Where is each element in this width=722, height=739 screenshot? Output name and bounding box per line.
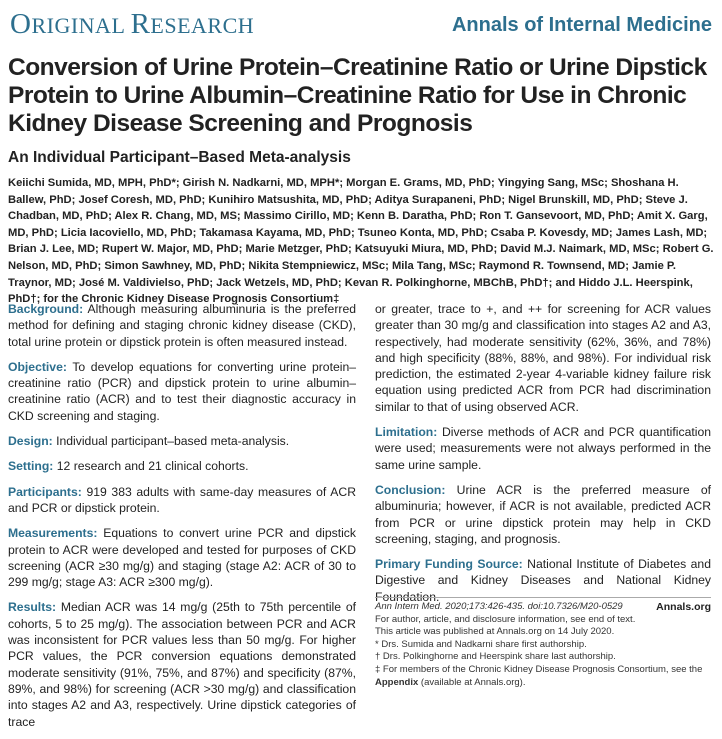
abstract-setting: Setting: 12 research and 21 clinical cohorts. bbox=[8, 459, 249, 474]
info-line: This article was published at Annals.org on 14 July 2020. bbox=[375, 626, 615, 638]
abstract-results: Results: Median ACR was 14 mg/g (25th to 75th percentile of cohorts, 5 to 25 mg/g). The association between PCR and ACR was inconsistent for PCR values less than 50 mg/g. For higher PCR values, the PCR conversion equations demonstrated moderate sensitivity (91%, 75%, and 87%) and specificity (87%, 89%, and 98%) for screening (ACR >30 mg/g) and classification into stages A2 and A3, respectively. Urine dipstick categories of trace bbox=[8, 600, 356, 729]
citation: Ann Intern Med. 2020;173:426-435. doi:10.7326/M20-0529 bbox=[375, 601, 623, 612]
abstract-design: Design: Individual participant–based meta-analysis. bbox=[8, 434, 290, 449]
article-subtitle: An Individual Participant–Based Meta-analysis bbox=[8, 149, 351, 166]
abstract-results-continued: or greater, trace to +, and ++ for screening for ACR values greater than 30 mg/g and classification into stages A2 and A3, respectively, had moderate sensitivity (62%, 36%, and 78%) and high specificity (88%, 88%, and 98%). For individual risk prediction, the estimated 2-year 4-variable kidney failure risk equation using predicted ACR from PCR had discrimination similar to that of using observed ACR. bbox=[375, 302, 711, 414]
abstract-funding: Primary Funding Source: National Institute of Diabetes and Digestive and Kidney Diseases and National Kidney Foundation. bbox=[375, 557, 711, 604]
abstract-right-column bbox=[375, 301, 711, 614]
author-list: Keiichi Sumida, MD, MPH, PhD*; Girish N. Nadkarni, MD, MPH*; Morgan E. Grams, MD, PhD; Yingying Sang, MSc; Shoshana H. Ballew, PhD; Josef Coresh, MD, PhD; Kunihiro Matsushita, MD, PhD; Aditya Surapaneni, PhD; Nigel Brunskill, MD, PhD; Steve J. Chadban, MD, PhD; Alex R. Chang, MD, MS; Massimo Cirillo, MD; Kenn B. Daratha, PhD; Ron T. Gansevoort, MD, PhD; Amit X. Garg, MD, PhD; Licia Iacoviello, MD, PhD; Takamasa Kayama, MD, PhD; Tsuneo Konta, MD, PhD; Csaba P. Kovesdy, MD; James Lash, MD; Brian J. Lee, MD; Rupert W. Major, MD, PhD; Marie Metzger, PhD; Katsuyuki Miura, MD, PhD; David M.J. Naimark, MD, MSc; Robert G. Nelson, MD, PhD; Simon Sawhney, MD, PhD; Nikita Stempniewicz, MSc; Mila Tang, MSc; Raymond R. Townsend, MD; Jamie P. Traynor, MD; José M. Valdivielso, PhD; Jack Wetzels, MD, PhD; Kevan R. Polkinghorne, MBChB, PhD†; and Hiddo J.L. Heerspink, PhD†; for the Chronic Kidney Disease Prognosis Consortium‡ bbox=[8, 177, 714, 306]
footnote: ‡ For members of the Chronic Kidney Disease Prognosis Consortium, see the Appendix (available at Annals.org). bbox=[375, 663, 703, 688]
abstract-background: Background: Although measuring albuminuria is the preferred method for defining and staging chronic kidney disease (CKD), total urine protein or dipstick protein is often measured instead. bbox=[8, 302, 356, 349]
site-link[interactable]: Annals.org bbox=[656, 601, 711, 613]
page-header bbox=[8, 8, 714, 46]
footnote: * Drs. Sumida and Nadkarni share first authorship. bbox=[375, 638, 587, 650]
article-info bbox=[375, 597, 711, 689]
abstract-limitation: Limitation: Diverse methods of ACR and PCR quantification were used; measurements were not always performed in the same urine sample. bbox=[375, 425, 711, 472]
article-title: Conversion of Urine Protein–Creatinine Ratio or Urine Dipstick Protein to Urine Albumin–Creatinine Ratio for Use in Chronic Kidney Disease Screening and Prognosis bbox=[8, 54, 707, 137]
footnote: † Drs. Polkinghorne and Heerspink share last authorship. bbox=[375, 651, 616, 663]
info-line: For author, article, and disclosure information, see end of text. bbox=[375, 613, 636, 625]
journal-name: Annals of Internal Medicine bbox=[451, 14, 712, 36]
appendix-link[interactable]: Appendix bbox=[375, 676, 419, 688]
section-label: ORIGINAL RESEARCH bbox=[10, 8, 255, 40]
abstract-participants: Participants: 919 383 adults with same-day measures of ACR and PCR or dipstick protein. bbox=[8, 484, 356, 515]
abstract-left-column bbox=[8, 301, 356, 739]
abstract-objective: Objective: To develop equations for converting urine protein–creatinine ratio (PCR) and dipstick protein to urine albumin–creatinine ratio (ACR) and to test their diagnostic accuracy in CKD screening and staging. bbox=[8, 359, 356, 423]
abstract-conclusion: Conclusion: Urine ACR is the preferred measure of albuminuria; however, if ACR is not available, predicted ACR from PCR or urine dipstick protein may help in CKD screening, staging, and prognosis. bbox=[375, 482, 711, 546]
abstract-measurements: Measurements: Equations to convert urine PCR and dipstick protein to ACR were developed and tested for purposes of CKD screening (ACR ≥30 mg/g) and staging (stage A2: ACR of 30 to 299 mg/g; stage A3: ACR ≥300 mg/g). bbox=[8, 526, 356, 590]
